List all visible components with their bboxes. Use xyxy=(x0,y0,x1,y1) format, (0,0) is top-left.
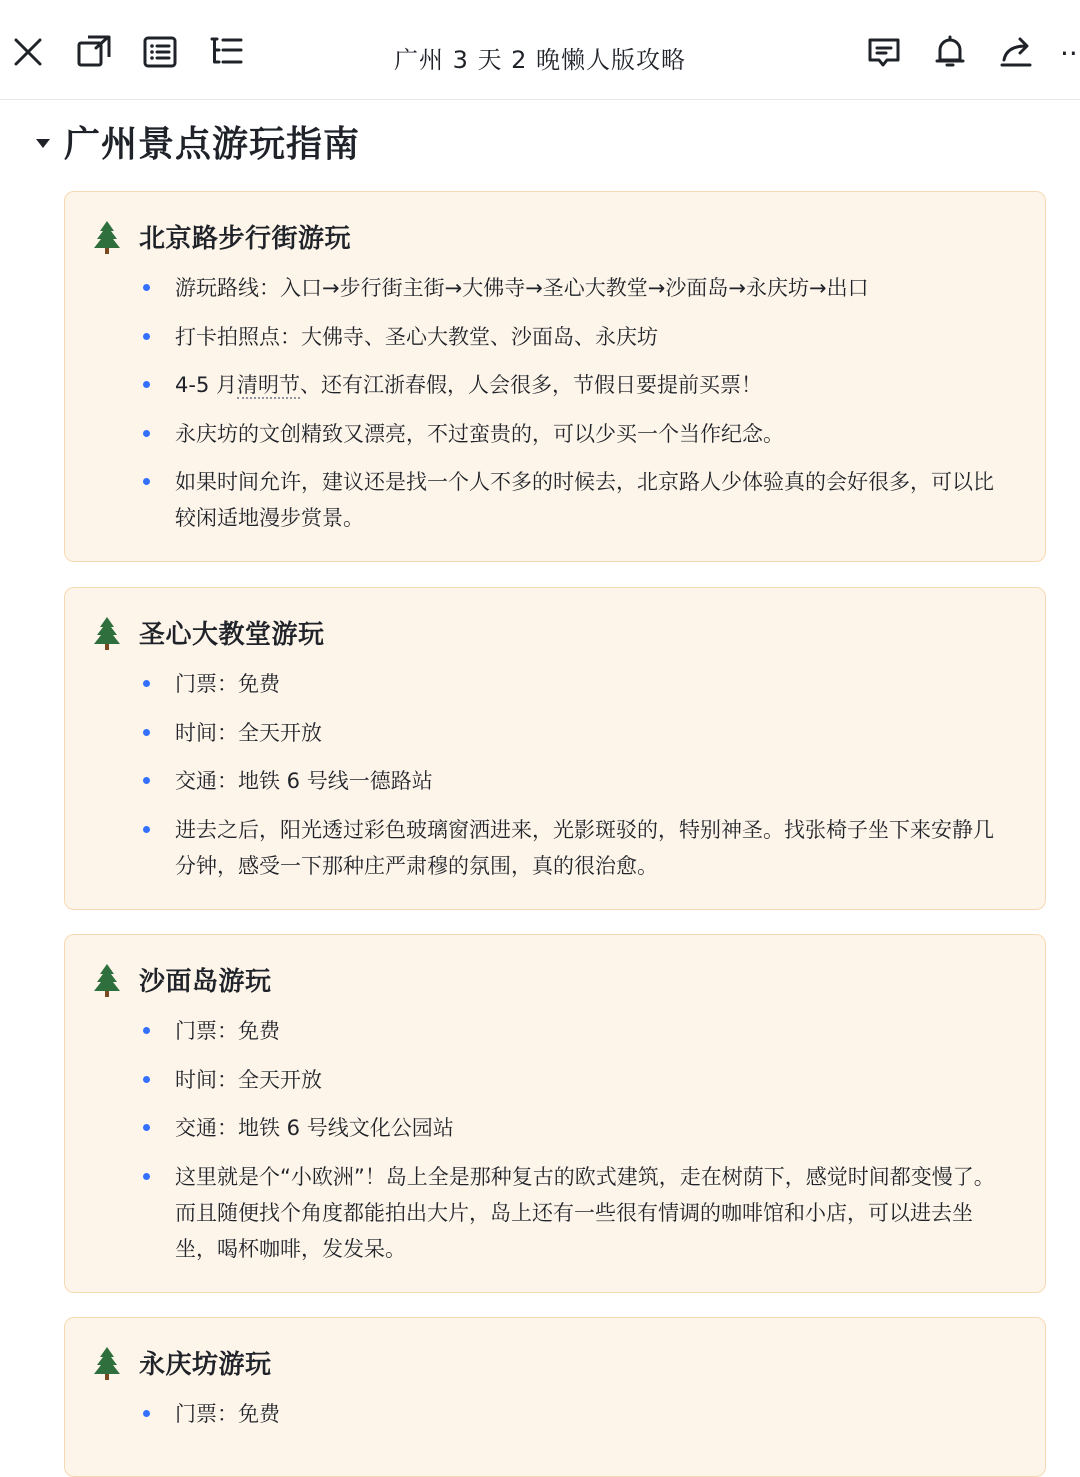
list-item-text: 4-5 月 xyxy=(175,373,237,397)
comment-icon[interactable] xyxy=(866,34,902,70)
bullet-list xyxy=(141,1396,1009,1445)
close-icon[interactable] xyxy=(10,34,46,70)
top-toolbar xyxy=(0,0,1080,100)
callout-header xyxy=(91,961,272,998)
list-item: 交通：地铁 6 号线一德路站 xyxy=(141,763,1009,799)
list-item xyxy=(141,367,1009,403)
list-item: 进去之后，阳光透过彩色玻璃窗洒进来，光影斑驳的，特别神圣。找张椅子坐下来安静几分钟，感受一下那种庄严肃穆的氛围，真的很治愈。 xyxy=(141,812,1009,884)
spellcheck-marked-text[interactable]: 清明节 xyxy=(236,373,300,397)
section-title: 广州景点游玩指南 xyxy=(64,123,361,165)
more-icon[interactable]: ·· xyxy=(1060,37,1078,70)
list-item: 门票：免费 xyxy=(141,1396,1009,1432)
list-item-text: 、还有江浙春假，人会很多，节假日要提前买票！ xyxy=(299,373,762,397)
list-item: 打卡拍照点：大佛寺、圣心大教堂、沙面岛、永庆坊 xyxy=(141,319,1009,355)
section-heading xyxy=(36,116,360,166)
document-title: 广州 3 天 2 晚懒人版攻略 xyxy=(393,46,687,74)
share-icon[interactable] xyxy=(998,34,1034,70)
document-list-icon[interactable] xyxy=(142,34,178,70)
callout-title: 永庆坊游玩 xyxy=(139,1350,272,1380)
list-item: 如果时间允许，建议还是找一个人不多的时候去，北京路人少体验真的会好很多，可以比较闲适地漫步赏景。 xyxy=(141,464,1009,536)
callout-card xyxy=(64,934,1046,1293)
bullet-list xyxy=(141,1013,1009,1279)
collapse-caret-icon[interactable] xyxy=(36,139,50,148)
callout-header xyxy=(91,614,325,651)
callout-card xyxy=(64,587,1046,910)
callout-title: 沙面岛游玩 xyxy=(139,967,272,997)
callout-header xyxy=(91,1344,272,1381)
callout-title: 北京路步行街游玩 xyxy=(139,224,352,254)
list-item: 游玩路线：入口→步行街主街→大佛寺→圣心大教堂→沙面岛→永庆坊→出口 xyxy=(141,270,1009,306)
list-item: 时间：全天开放 xyxy=(141,1062,1009,1098)
outline-icon[interactable] xyxy=(208,34,244,70)
callout-header xyxy=(91,218,351,255)
list-item: 交通：地铁 6 号线文化公园站 xyxy=(141,1110,1009,1146)
new-window-icon[interactable] xyxy=(76,34,112,70)
evergreen-tree-icon xyxy=(91,1345,123,1381)
list-item: 这里就是个“小欧洲”！岛上全是那种复古的欧式建筑，走在树荫下，感觉时间都变慢了。而且随便找个角度都能拍出大片，岛上还有一些很有情调的咖啡馆和小店，可以进去坐坐，喝杯咖啡，发发呆。 xyxy=(141,1159,1009,1267)
callout-card xyxy=(64,1317,1046,1477)
evergreen-tree-icon xyxy=(91,219,123,255)
callout-title: 圣心大教堂游玩 xyxy=(139,620,325,650)
bell-icon[interactable] xyxy=(932,34,968,70)
bullet-list xyxy=(141,666,1009,896)
callout-card xyxy=(64,191,1046,562)
evergreen-tree-icon xyxy=(91,962,123,998)
evergreen-tree-icon xyxy=(91,615,123,651)
list-item: 时间：全天开放 xyxy=(141,715,1009,751)
list-item: 永庆坊的文创精致又漂亮，不过蛮贵的，可以少买一个当作纪念。 xyxy=(141,416,1009,452)
list-item: 门票：免费 xyxy=(141,666,1009,702)
list-item: 门票：免费 xyxy=(141,1013,1009,1049)
bullet-list xyxy=(141,270,1009,549)
